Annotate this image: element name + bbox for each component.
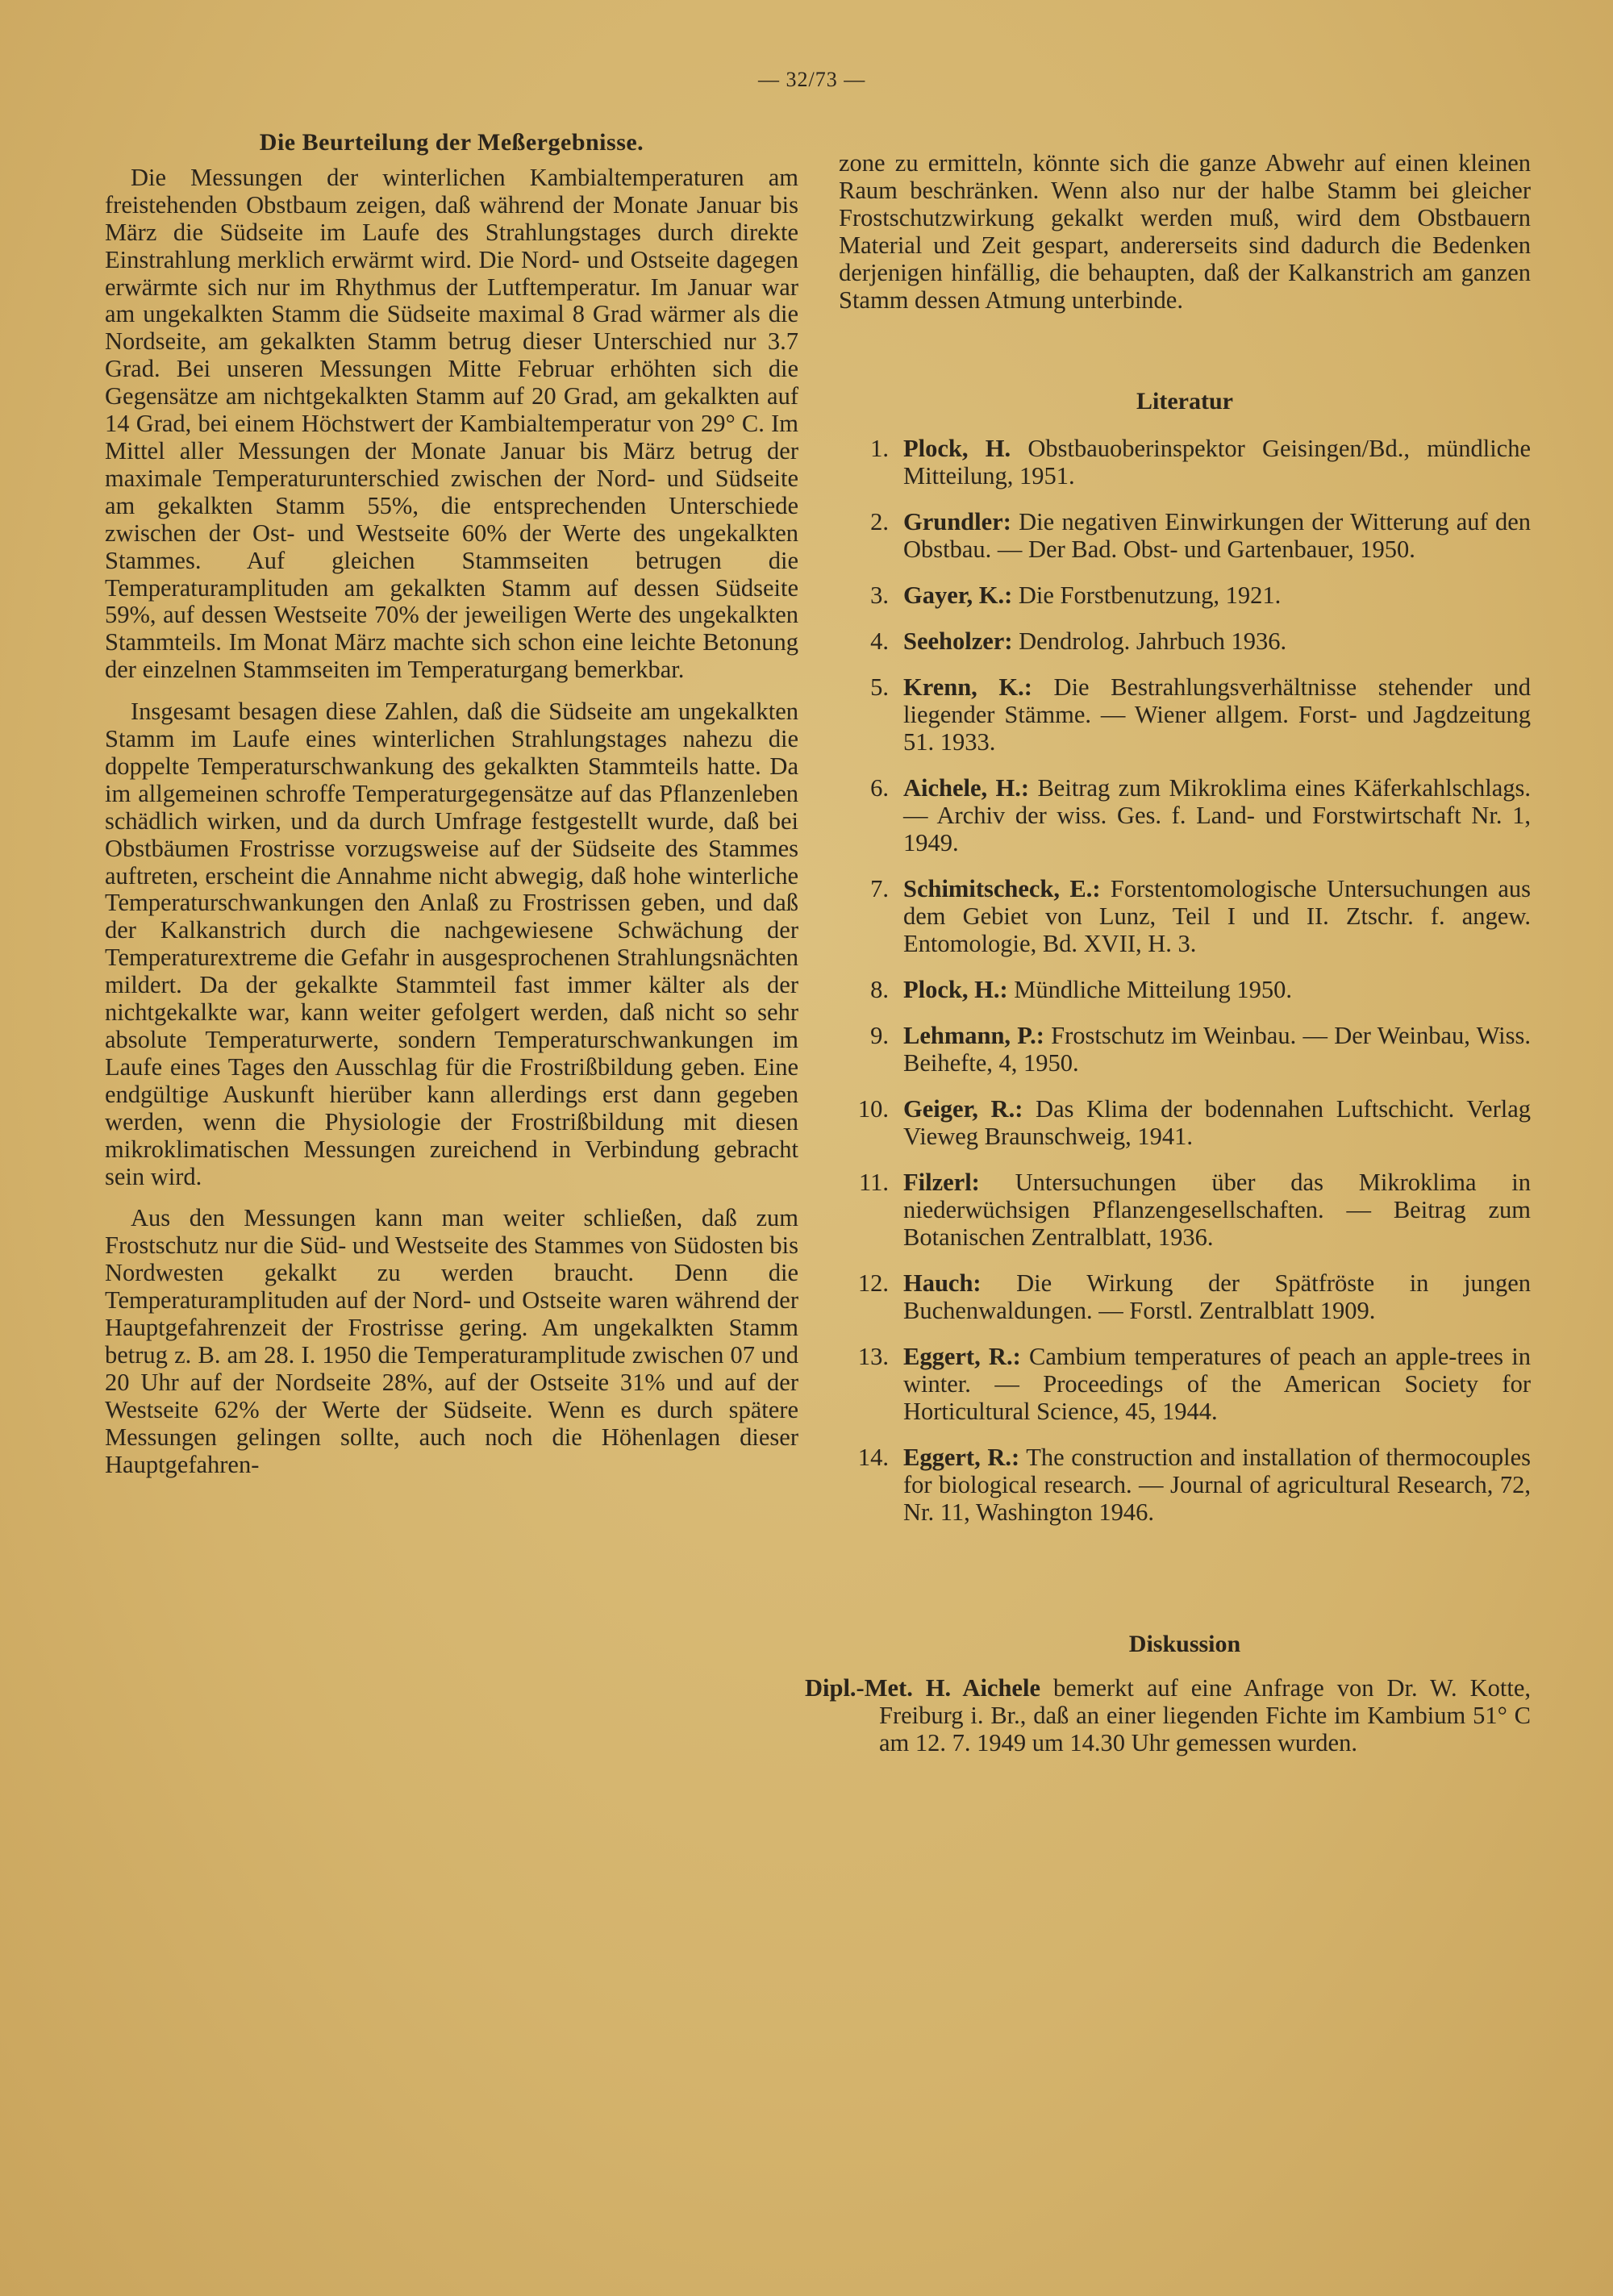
body-paragraph-2: Insgesamt besagen diese Zahlen, daß die Südseite am ungekalkten Stamm im Laufe eines winterlichen Strahlungstages nahezu die doppelte Temperaturschwankung des gekalkten Stammteils hatte. Da im allgemeinen schroffe Temperaturgegensätze auf das Pflanzenleben schädlich wirken, und da durch Umfrage festgestellt wurde, daß bei Obstbäumen Frostrisse vorzugsweise auf der Südseite des Stammes auftreten, erscheint die Annahme nicht abwegig, daß hohe winterliche Temperaturschwankungen den Anlaß zu Frostrissen geben, und daß der Kalkanstrich durch die nachgewiesene Schwächung der Temperaturextreme die Gefahr in ausgesprochenen Strahlungsnächten mildert. Da der gekalkte Stammteil fast immer kälter als der nichtgekalkte war, kann weiter gefolgert werden, daß nicht so sehr absolute Temperaturwerte, sondern Temperaturschwankungen im Laufe eines Tages den Ausschlag für die Frostrißbildung geben. Eine endgültige Auskunft hierüber kann allerdings erst dann gegeben werden, wenn die Physiologie der Frostrißbildung mit diesen mikroklimatischen Messungen zureichend in Verbindung gebracht sein wird. (105, 698, 798, 1190)
reference-item (839, 1095, 1531, 1150)
reference-number: 13. (857, 1343, 889, 1370)
section-heading: Die Beurteilung der Meßergebnisse. (259, 129, 644, 156)
reference-author: Plock, H.: (903, 976, 1008, 1003)
reference-number: 3. (870, 581, 889, 609)
reference-text: Dendrolog. Jahrbuch 1936. (1012, 627, 1287, 655)
continued-paragraph: zone zu ermitteln, könnte sich die ganze Abwehr auf einen kleinen Raum beschränken. Wenn also nur der halbe Stamm bei gleicher Frostschutzwirkung gekalkt werden muß, wird dem Obstbauern Material und Zeit gespart, andererseits sind dadurch die Bedenken derjenigen hinfällig, die behaupten, daß der Kalkanstrich am ganzen Stamm dessen Atmung unterbinde. (839, 149, 1531, 314)
left-column (105, 129, 798, 1494)
discussion-heading: Diskussion (1128, 1631, 1241, 1657)
reference-number: 11. (859, 1169, 889, 1196)
reference-number: 6. (870, 774, 889, 802)
body-paragraph-3: Aus den Messungen kann man weiter schließen, daß zum Frostschutz nur die Süd- und Westseite des Stammes von Südosten bis Nordwesten gekalkt zu werden braucht. Denn die Temperaturamplituden auf der Nord- und Ostseite waren während der Hauptgefahrenzeit der Frostrisse gering. Am ungekalkten Stamm betrug z. B. am 28. I. 1950 die Temperaturamplitude zwischen 07 und 20 Uhr auf der Nordseite 28%, auf der Ostseite 31% und auf der Westseite 62% der Werte der Südseite. Wenn es durch spätere Messungen gelingen sollte, auch noch die Höhenlagen dieser Hauptgefahren- (105, 1204, 798, 1478)
reference-text: Das Klima der bodennahen Luftschicht. Verlag Vieweg Braunschweig, 1941. (903, 1095, 1531, 1150)
reference-item (839, 508, 1531, 563)
reference-item (839, 774, 1531, 856)
reference-number: 4. (870, 627, 889, 655)
reference-number: 5. (870, 673, 889, 701)
reference-author: Geiger, R.: (903, 1095, 1023, 1123)
reference-item (839, 435, 1531, 490)
reference-author: Lehmann, P.: (903, 1022, 1044, 1049)
reference-text: Obstbauoberinspektor Geisingen/Bd., mündliche Mitteilung, 1951. (903, 435, 1531, 490)
reference-item (839, 976, 1531, 1003)
discussion-speaker: Dipl.-Met. H. Aichele (805, 1674, 1040, 1702)
reference-text: Die Wirkung der Spätfröste in jungen Buchenwaldungen. — Forstl. Zentralblatt 1909. (903, 1269, 1531, 1324)
reference-text: Beitrag zum Mikroklima eines Käferkahlschlags. — Archiv der wiss. Ges. f. Land- und Forstwirtschaft Nr. 1, 1949. (903, 774, 1532, 856)
reference-text: Die negativen Einwirkungen der Witterung auf den Obstbau. — Der Bad. Obst- und Gartenbauer, 1950. (903, 508, 1531, 563)
reference-text: Die Bestrahlungsverhältnisse stehender und liegender Stämme. — Wiener allgem. Forst- und Jagdzeitung 51. 1933. (903, 673, 1532, 756)
discussion-paragraph (805, 1674, 1531, 1756)
reference-author: Aichele, H.: (903, 774, 1030, 802)
reference-item (839, 581, 1531, 609)
reference-number: 8. (870, 976, 889, 1003)
reference-text: Mündliche Mitteilung 1950. (1007, 976, 1293, 1003)
discussion-text: bemerkt auf eine Anfrage von Dr. W. Kotte, Freiburg i. Br., daß an einer liegenden Fichte im Kambium 51° C am 12. 7. 1949 um 14.30 Uhr gemessen wurden. (879, 1674, 1531, 1756)
reference-number: 12. (857, 1269, 889, 1297)
reference-text: The construction and installation of thermocouples for biological research. — Journal of agricultural Research, 72, Nr. 11, Washington 1946. (903, 1444, 1531, 1526)
literature-heading: Literatur (1136, 388, 1233, 415)
reference-author: Eggert, R.: (903, 1343, 1021, 1370)
reference-item (839, 1343, 1531, 1425)
reference-item (839, 1444, 1531, 1526)
reference-author: Plock, H. (903, 435, 1011, 462)
reference-author: Gayer, K.: (903, 581, 1013, 609)
reference-text: Cambium temperatures of peach an apple-trees in winter. — Proceedings of the American Society for Horticultural Science, 45, 1944. (903, 1343, 1531, 1425)
reference-author: Filzerl: (903, 1169, 980, 1196)
page-number: — 32/73 — (758, 68, 866, 91)
reference-number: 7. (870, 875, 889, 902)
reference-item (839, 1169, 1531, 1251)
reference-number: 9. (870, 1022, 889, 1049)
reference-author: Hauch: (903, 1269, 982, 1297)
reference-text: Die Forstbenutzung, 1921. (1012, 581, 1282, 609)
reference-author: Eggert, R.: (903, 1444, 1020, 1471)
reference-author: Grundler: (903, 508, 1011, 535)
reference-item (839, 875, 1531, 957)
reference-number: 1. (870, 435, 889, 462)
reference-author: Seeholzer: (903, 627, 1013, 655)
reference-text: Frostschutz im Weinbau. — Der Weinbau, Wiss. Beihefte, 4, 1950. (903, 1022, 1531, 1077)
reference-number: 10. (857, 1095, 889, 1123)
reference-number: 2. (870, 508, 889, 535)
reference-item (839, 673, 1531, 756)
right-column (805, 149, 1532, 1756)
reference-item (839, 1022, 1531, 1077)
reference-text: Forstentomologische Untersuchungen aus dem Gebiet von Lunz, Teil I und II. Ztschr. f. angew. Entomologie, Bd. XVII, H. 3. (903, 875, 1531, 957)
reference-author: Krenn, K.: (903, 673, 1032, 701)
reference-item (839, 1269, 1531, 1324)
reference-text: Untersuchungen über das Mikroklima in niederwüchsigen Pflanzengesellschaften. — Beitrag zum Botanischen Zentralblatt, 1936. (903, 1169, 1531, 1251)
reference-number: 14. (857, 1444, 889, 1471)
reference-list (839, 435, 1531, 1526)
reference-author: Schimitscheck, E.: (903, 875, 1101, 902)
reference-item (839, 627, 1531, 655)
body-paragraph-1: Die Messungen der winterlichen Kambialtemperaturen am freistehenden Obstbaum zeigen, daß während der Monate Januar bis März die Südseite im Laufe des Strahlungstages durch direkte Einstrahlung merklich erwärmt wird. Die Nord- und Ostseite dagegen erwärmte sich nur im Rhythmus der Lutftemperatur. Im Januar war am ungekalkten Stamm die Südseite maximal 8 Grad wärmer als die Nordseite, am gekalkten Stamm betrug dieser Unterschied nur 3.7 Grad. Bei unseren Messungen Mitte Februar erhöhten sich die Gegensätze am nichtgekalkten Stamm auf 20 Grad, am gekalkten auf 14 Grad, bei einem Höchstwert der Kambialtemperatur von 29° C. Im Mittel aller Messungen der Monate Januar bis März betrug der maximale Temperaturunterschied zwischen der Nord- und Südseite am gekalkten Stamm 55%, die entsprechenden Unterschiede zwischen der Ost- und Westseite 60% der Werte des ungekalkten Stammes. Auf gleichen Stammseiten betrugen die Temperaturamplituden am gekalkten Stamm auf dessen Südseite 59%, auf dessen Westseite 70% der jeweiligen Werte des ungekalkten Stammteils. Im Monat März machte sich schon eine leichte Betonung der einzelnen Stammseiten im Temperaturgang bemerkbar. (105, 163, 798, 684)
